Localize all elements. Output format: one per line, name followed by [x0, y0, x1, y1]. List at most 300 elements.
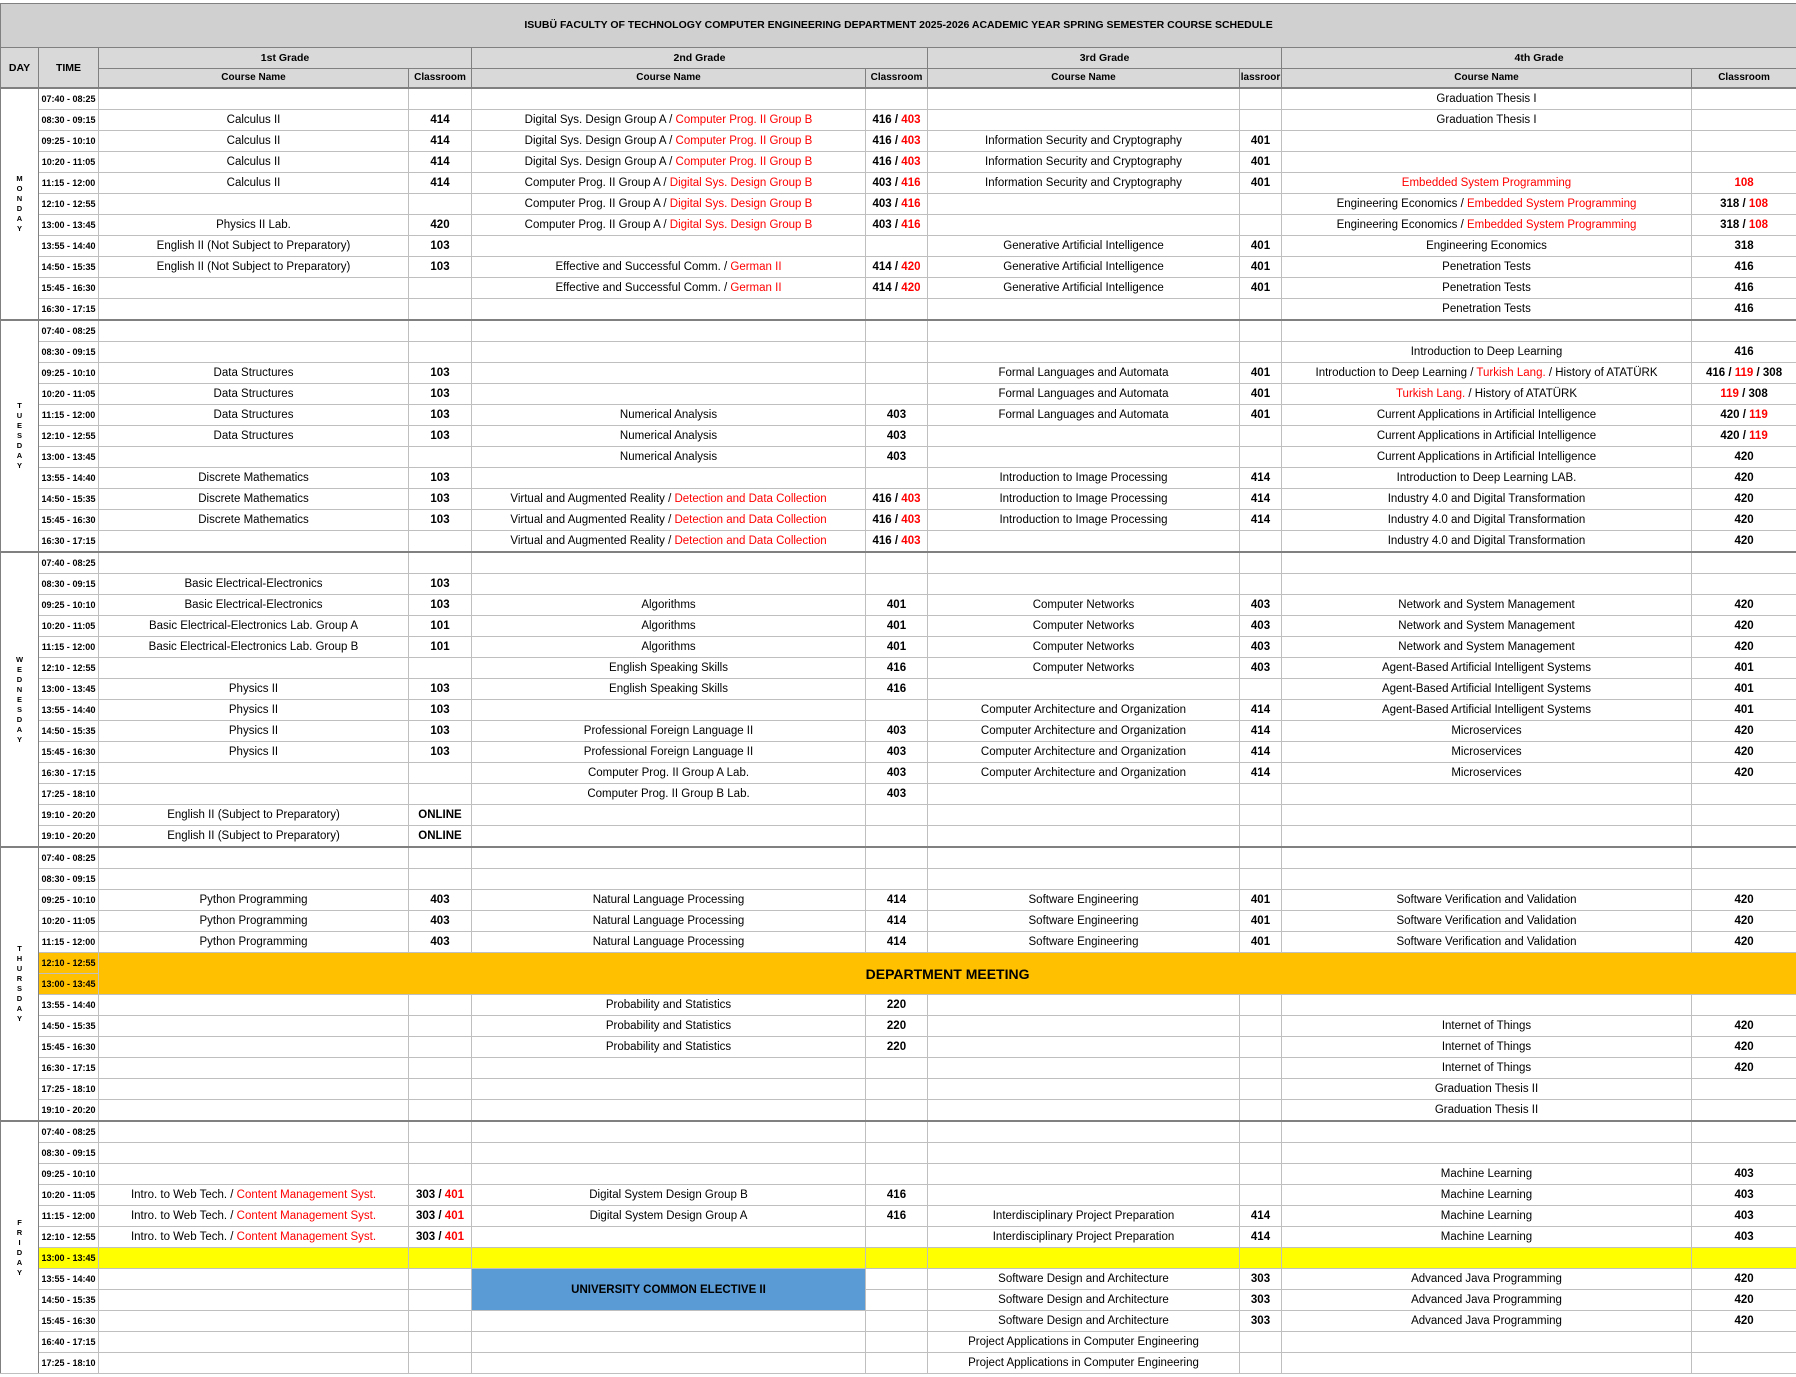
course-cell — [472, 320, 866, 342]
course-alt-text: Content Management Syst. — [236, 1210, 377, 1222]
classroom-cell — [866, 299, 928, 321]
course-text: 403 — [872, 219, 892, 231]
course-cell — [99, 1100, 409, 1122]
course-text: / — [1725, 367, 1735, 379]
classroom-cell — [866, 1100, 928, 1122]
course-cell — [928, 1037, 1240, 1058]
classroom-cell: 420 — [1692, 1058, 1796, 1079]
course-text: Computer Prog. II Group A — [524, 177, 661, 189]
course-cell — [99, 1016, 409, 1037]
course-cell — [1282, 637, 1692, 658]
classroom-cell: 420 — [409, 215, 472, 236]
course-text: Graduation Thesis II — [1434, 1083, 1539, 1095]
course-cell — [928, 447, 1240, 468]
course-text: / — [1739, 219, 1749, 231]
course-text: Professional Foreign Language II — [583, 725, 754, 737]
classroom-cell: 403 — [1692, 1227, 1796, 1248]
course-cell — [472, 257, 866, 278]
course-text: Agent-Based Artificial Intelligent Systems — [1381, 683, 1592, 695]
course-cell — [99, 236, 409, 257]
classroom-cell — [1240, 1332, 1282, 1353]
schedule-row — [1, 384, 1796, 405]
time-slot: 16:30 - 17:15 — [39, 763, 99, 784]
schedule-row — [1, 1164, 1796, 1185]
course-cell — [1282, 278, 1692, 299]
course-text: Software Verification and Validation — [1396, 894, 1577, 906]
time-slot: 13:00 - 13:45 — [39, 679, 99, 700]
course-text: Internet of Things — [1441, 1020, 1532, 1032]
classroom-cell: 401 — [1240, 173, 1282, 194]
course-cell — [928, 342, 1240, 363]
schedule-row — [1, 131, 1796, 152]
classroom-cell — [1692, 173, 1796, 194]
classroom-cell — [866, 236, 928, 257]
course-cell — [99, 257, 409, 278]
course-alt-text: 420 — [901, 261, 921, 273]
course-text: / — [435, 1210, 445, 1222]
time-slot: 13:00 - 13:45 — [39, 215, 99, 236]
classroom-cell — [1240, 1058, 1282, 1079]
course-cell — [1282, 1016, 1692, 1037]
classroom-cell: ONLINE — [409, 826, 472, 848]
course-cell — [1282, 468, 1692, 489]
schedule-row — [1, 679, 1796, 700]
classroom-cell — [409, 342, 472, 363]
classroom-cell: 303 — [1240, 1269, 1282, 1290]
course-text: Probability and Statistics — [605, 999, 732, 1011]
classroom-cell: 420 — [1692, 1016, 1796, 1037]
classroom-cell: 401 — [1240, 932, 1282, 953]
course-text: Penetration Tests — [1442, 282, 1531, 294]
course-text: Computer Networks — [1032, 641, 1135, 653]
course-cell — [99, 531, 409, 553]
course-cell — [99, 278, 409, 299]
classroom-cell: 103 — [409, 236, 472, 257]
time-slot: 13:55 - 14:40 — [39, 236, 99, 257]
classroom-cell — [1692, 784, 1796, 805]
course-cell — [472, 784, 866, 805]
course-cell — [1282, 658, 1692, 679]
course-cell — [99, 342, 409, 363]
schedule-row — [1, 826, 1796, 848]
course-text: / — [1739, 198, 1749, 210]
time-slot: 07:40 - 08:25 — [39, 1121, 99, 1143]
classroom-cell: 220 — [866, 995, 928, 1016]
classroom-cell: 420 — [1692, 1037, 1796, 1058]
course-text: Professional Foreign Language II — [583, 746, 754, 758]
classroom-cell: 103 — [409, 700, 472, 721]
course-text: Digital Sys. Design Group A — [524, 135, 666, 147]
classroom-header: Classroom — [1692, 69, 1796, 89]
course-cell — [99, 869, 409, 890]
grade-2-header: 2nd Grade — [472, 48, 928, 69]
course-text: Physics II — [228, 725, 279, 737]
course-text: Basic Electrical-Electronics Lab. Group B — [148, 641, 359, 653]
classroom-cell: 420 — [1692, 637, 1796, 658]
course-cell — [472, 1332, 866, 1353]
course-text: / — [891, 219, 902, 231]
classroom-cell — [866, 805, 928, 826]
course-text: Current Applications in Artificial Intelligence — [1376, 451, 1597, 463]
course-text: Penetration Tests — [1442, 261, 1531, 273]
course-cell — [472, 215, 866, 236]
classroom-cell: 403 — [866, 447, 928, 468]
time-slot: 19:10 - 20:20 — [39, 1100, 99, 1122]
classroom-cell: 103 — [409, 426, 472, 447]
course-cell — [1282, 1121, 1692, 1143]
course-text: / — [891, 514, 902, 526]
course-cell — [928, 847, 1240, 869]
time-slot: 08:30 - 09:15 — [39, 1143, 99, 1164]
course-text: Software Engineering — [1028, 915, 1139, 927]
course-cell — [928, 1269, 1240, 1290]
schedule-row — [1, 278, 1796, 299]
classroom-cell: 416 — [1692, 299, 1796, 321]
lunch-break-cell — [472, 1248, 866, 1269]
classroom-cell: 401 — [1240, 384, 1282, 405]
schedule-row — [1, 299, 1796, 321]
classroom-cell — [866, 278, 928, 299]
schedule-row — [1, 1248, 1796, 1269]
course-text: Effective and Successful Comm. — [555, 282, 721, 294]
course-cell — [99, 194, 409, 215]
day-label: F R I D A Y — [1, 1121, 39, 1374]
course-cell — [99, 468, 409, 489]
course-text: Internet of Things — [1441, 1062, 1532, 1074]
course-alt-text: Digital Sys. Design Group B — [669, 219, 813, 231]
classroom-cell: 416 — [1692, 342, 1796, 363]
time-slot: 07:40 - 08:25 — [39, 847, 99, 869]
grade-4-header: 4th Grade — [1282, 48, 1796, 69]
course-cell — [472, 637, 866, 658]
schedule-row — [1, 88, 1796, 110]
schedule-row — [1, 236, 1796, 257]
classroom-cell — [866, 1353, 928, 1374]
course-cell — [99, 1121, 409, 1143]
course-cell — [1282, 721, 1692, 742]
course-cell — [99, 1143, 409, 1164]
lunch-break-cell — [409, 1248, 472, 1269]
course-alt-text: 403 — [901, 535, 921, 547]
classroom-cell — [409, 847, 472, 869]
time-slot: 17:25 - 18:10 — [39, 784, 99, 805]
time-slot: 09:25 - 10:10 — [39, 363, 99, 384]
course-cell — [99, 616, 409, 637]
course-cell — [472, 869, 866, 890]
classroom-cell: 420 — [1692, 1290, 1796, 1311]
classroom-cell — [1240, 320, 1282, 342]
schedule-row — [1, 1079, 1796, 1100]
course-cell — [1282, 236, 1692, 257]
classroom-cell: 403 — [409, 911, 472, 932]
course-text: Digital System Design Group A — [589, 1210, 748, 1222]
course-text: Python Programming — [199, 894, 308, 906]
classroom-cell — [409, 1016, 472, 1037]
classroom-cell: 403 — [1692, 1164, 1796, 1185]
schedule-row — [1, 1311, 1796, 1332]
course-text: Introduction to Image Processing — [999, 472, 1168, 484]
time-slot: 14:50 - 15:35 — [39, 489, 99, 510]
classroom-cell: 420 — [1692, 489, 1796, 510]
course-text: / — [891, 198, 902, 210]
course-cell — [928, 1164, 1240, 1185]
course-cell — [472, 1143, 866, 1164]
classroom-cell: 414 — [1240, 700, 1282, 721]
course-cell — [472, 1037, 866, 1058]
course-cell — [99, 1290, 409, 1311]
course-cell — [472, 995, 866, 1016]
course-text: Python Programming — [199, 915, 308, 927]
time-slot: 16:40 - 17:15 — [39, 1332, 99, 1353]
time-slot: 08:30 - 09:15 — [39, 342, 99, 363]
course-cell — [928, 278, 1240, 299]
course-alt-text: 119 — [1720, 388, 1739, 400]
course-cell — [1282, 700, 1692, 721]
classroom-cell — [409, 763, 472, 784]
classroom-cell — [1240, 215, 1282, 236]
classroom-cell: 103 — [409, 574, 472, 595]
classroom-cell — [1240, 1037, 1282, 1058]
time-slot: 14:50 - 15:35 — [39, 721, 99, 742]
classroom-cell — [1240, 1100, 1282, 1122]
course-text: / — [891, 261, 902, 273]
course-text: / — [660, 177, 670, 189]
classroom-cell: 103 — [409, 384, 472, 405]
classroom-cell: 401 — [1692, 700, 1796, 721]
time-slot: 11:15 - 12:00 — [39, 405, 99, 426]
course-name-header: Course Name — [99, 69, 409, 89]
classroom-cell — [866, 363, 928, 384]
classroom-cell — [1240, 1121, 1282, 1143]
course-cell — [1282, 574, 1692, 595]
classroom-cell — [409, 1206, 472, 1227]
course-cell — [928, 468, 1240, 489]
grade-1-header: 1st Grade — [99, 48, 472, 69]
course-text: Physics II — [228, 683, 279, 695]
course-cell — [472, 700, 866, 721]
course-cell — [1282, 1185, 1692, 1206]
course-text: Graduation Thesis I — [1436, 114, 1537, 126]
classroom-cell: 414 — [409, 152, 472, 173]
classroom-cell — [409, 1058, 472, 1079]
schedule-row — [1, 932, 1796, 953]
classroom-cell: 414 — [1240, 510, 1282, 531]
course-text: Computer Networks — [1032, 662, 1135, 674]
classroom-cell: 403 — [1692, 1206, 1796, 1227]
classroom-cell — [866, 847, 928, 869]
course-cell — [472, 194, 866, 215]
time-slot: 14:50 - 15:35 — [39, 257, 99, 278]
classroom-cell — [409, 1290, 472, 1311]
course-cell — [99, 637, 409, 658]
course-cell — [1282, 215, 1692, 236]
course-text: Probability and Statistics — [605, 1041, 732, 1053]
classroom-cell: 401 — [1692, 658, 1796, 679]
course-text: Computer Architecture and Organization — [980, 746, 1187, 758]
schedule-row — [1, 847, 1796, 869]
classroom-cell: 403 — [866, 763, 928, 784]
course-text: / — [668, 535, 675, 547]
classroom-cell — [866, 531, 928, 553]
course-cell — [99, 658, 409, 679]
course-text: Engineering Economics — [1336, 219, 1458, 231]
course-text: 303 — [416, 1210, 436, 1222]
classroom-cell — [1692, 1143, 1796, 1164]
classroom-cell — [1692, 363, 1796, 384]
schedule-row — [1, 426, 1796, 447]
classroom-cell: 403 — [866, 784, 928, 805]
classroom-cell — [409, 1227, 472, 1248]
classroom-cell — [866, 489, 928, 510]
classroom-cell — [1692, 152, 1796, 173]
time-slot: 08:30 - 09:15 — [39, 574, 99, 595]
classroom-cell — [1240, 1079, 1282, 1100]
course-cell — [1282, 447, 1692, 468]
course-cell — [99, 700, 409, 721]
time-slot: 13:00 - 13:45 — [39, 974, 99, 995]
course-cell — [1282, 257, 1692, 278]
course-cell — [99, 679, 409, 700]
course-cell — [928, 869, 1240, 890]
time-slot: 12:10 - 12:55 — [39, 658, 99, 679]
course-name-header: Course Name — [472, 69, 866, 89]
course-text: Basic Electrical-Electronics — [184, 578, 323, 590]
course-cell — [1282, 299, 1692, 321]
course-alt-text: 108 — [1734, 177, 1754, 189]
classroom-cell — [866, 1164, 928, 1185]
course-text: / — [1457, 198, 1468, 210]
course-cell — [1282, 1290, 1692, 1311]
course-text: Introduction to Deep Learning — [1410, 346, 1563, 358]
course-cell — [928, 911, 1240, 932]
schedule-row — [1, 805, 1796, 826]
classroom-cell: 103 — [409, 468, 472, 489]
classroom-cell — [866, 1079, 928, 1100]
classroom-cell — [1240, 110, 1282, 131]
course-text: Numerical Analysis — [619, 430, 718, 442]
course-cell — [472, 299, 866, 321]
classroom-cell: 103 — [409, 257, 472, 278]
time-slot: 10:20 - 11:05 — [39, 1185, 99, 1206]
classroom-cell: 103 — [409, 510, 472, 531]
classroom-cell — [866, 574, 928, 595]
time-slot: 10:20 - 11:05 — [39, 911, 99, 932]
course-cell — [472, 890, 866, 911]
course-text: Interdisciplinary Project Preparation — [992, 1210, 1175, 1222]
course-cell — [99, 552, 409, 574]
course-cell — [472, 616, 866, 637]
course-text: / History of ATATÜRK — [1545, 367, 1658, 379]
day-label: W E D N E S D A Y — [1, 552, 39, 847]
course-text: Machine Learning — [1440, 1210, 1533, 1222]
course-text: Advanced Java Programming — [1411, 1273, 1562, 1285]
classroom-cell: 414 — [1240, 1227, 1282, 1248]
course-cell — [928, 384, 1240, 405]
course-text: 414 — [872, 282, 892, 294]
course-cell — [928, 742, 1240, 763]
course-cell — [99, 721, 409, 742]
course-text: Computer Networks — [1032, 599, 1135, 611]
classroom-cell — [409, 299, 472, 321]
course-cell — [472, 426, 866, 447]
course-text: Microservices — [1451, 746, 1522, 758]
course-text: / — [891, 535, 902, 547]
classroom-cell — [866, 342, 928, 363]
course-alt-text: 420 — [901, 282, 921, 294]
course-alt-text: Computer Prog. II Group B — [675, 114, 813, 126]
time-slot: 07:40 - 08:25 — [39, 320, 99, 342]
course-text: / — [891, 114, 902, 126]
schedule-row — [1, 342, 1796, 363]
course-text: 416 — [872, 114, 892, 126]
course-text: / — [660, 198, 670, 210]
classroom-cell: 401 — [866, 616, 928, 637]
course-text: Introduction to Deep Learning — [1315, 367, 1468, 379]
classroom-cell — [409, 552, 472, 574]
classroom-cell: 103 — [409, 679, 472, 700]
time-slot: 10:20 - 11:05 — [39, 152, 99, 173]
classroom-cell — [1692, 1353, 1796, 1374]
time-slot: 13:55 - 14:40 — [39, 995, 99, 1016]
classroom-cell: 420 — [1692, 911, 1796, 932]
classroom-cell — [1240, 552, 1282, 574]
classroom-cell: 101 — [409, 616, 472, 637]
course-text: / — [435, 1231, 445, 1243]
course-cell — [1282, 784, 1692, 805]
classroom-cell — [866, 384, 928, 405]
course-text: Algorithms — [641, 641, 696, 653]
course-text: Machine Learning — [1440, 1231, 1533, 1243]
course-text: Data Structures — [213, 409, 294, 421]
course-cell — [928, 763, 1240, 784]
course-cell — [928, 405, 1240, 426]
schedule-row — [1, 1332, 1796, 1353]
classroom-cell: 403 — [1240, 616, 1282, 637]
course-alt-text: Computer Prog. II Group B — [675, 135, 813, 147]
classroom-cell: 414 — [409, 110, 472, 131]
schedule-row — [1, 1353, 1796, 1374]
lunch-break-cell — [1282, 1248, 1692, 1269]
classroom-cell: 401 — [866, 637, 928, 658]
course-text: / — [1467, 367, 1477, 379]
classroom-cell: 414 — [409, 131, 472, 152]
classroom-cell: 420 — [1692, 890, 1796, 911]
classroom-cell — [409, 1121, 472, 1143]
classroom-cell — [1240, 805, 1282, 826]
schedule-row — [1, 110, 1796, 131]
course-text: 420 — [1720, 430, 1740, 442]
classroom-cell: 103 — [409, 742, 472, 763]
course-cell — [1282, 342, 1692, 363]
course-text: Physics II Lab. — [216, 219, 291, 231]
course-cell — [1282, 110, 1692, 131]
course-text: Information Security and Cryptography — [985, 156, 1182, 168]
schedule-row — [1, 1227, 1796, 1248]
course-text: Introduction to Image Processing — [999, 514, 1168, 526]
classroom-cell — [1240, 426, 1282, 447]
time-slot: 17:25 - 18:10 — [39, 1079, 99, 1100]
classroom-cell: 403 — [866, 721, 928, 742]
course-text: Virtual and Augmented Reality — [510, 514, 669, 526]
course-text: Microservices — [1451, 767, 1522, 779]
course-text: Generative Artificial Intelligence — [1003, 261, 1164, 273]
classroom-cell: 403 — [409, 890, 472, 911]
course-alt-text: 401 — [444, 1210, 464, 1222]
schedule-row — [1, 1058, 1796, 1079]
course-text: Natural Language Processing — [592, 915, 745, 927]
course-text: Intro. to Web Tech. — [130, 1189, 228, 1201]
course-alt-text: Computer Prog. II Group B — [675, 156, 813, 168]
